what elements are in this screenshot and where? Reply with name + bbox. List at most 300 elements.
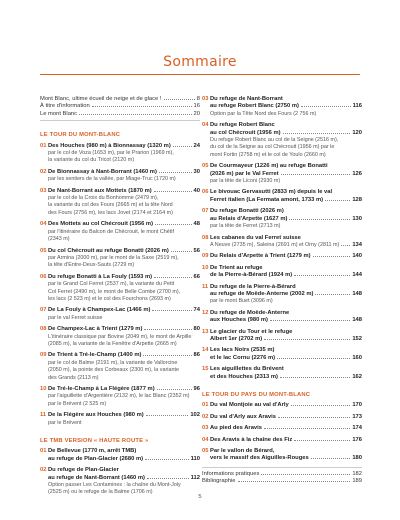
toc-entry [40, 326, 200, 348]
entry-number: 11 [40, 412, 47, 419]
entry-subtitle: (2085 m), la variante de la Fenêtre d'Arpette (2665 m) [48, 340, 177, 347]
leader-dots [294, 275, 350, 276]
entry-number: 01 [40, 142, 47, 149]
entry-body [48, 188, 200, 218]
entry-body [210, 96, 362, 118]
entry-page: 66 [193, 273, 200, 280]
toc-entry [202, 310, 362, 325]
entry-body [210, 425, 362, 432]
entry-body [210, 122, 362, 159]
entry-title-text: Les aiguillettes du Brévent [210, 366, 284, 373]
entry-number: 11 [202, 283, 209, 290]
entry-subtitle: Du refuge Robert Blanc au col de la Seigne (2516 m), [210, 137, 339, 144]
entry-body [48, 467, 200, 497]
entry-title-cont [210, 216, 362, 223]
entry-title-text: De Bellevue (1770 m, arrêt TMB) [48, 448, 137, 455]
footer-list [202, 471, 362, 486]
entry-number: 01 [202, 402, 209, 409]
toc-line-text: Informations pratiques [202, 470, 260, 477]
entry-body [210, 235, 362, 250]
entry-page: 173 [352, 413, 362, 420]
leader-dots [325, 200, 350, 201]
entry-body [48, 326, 200, 348]
pays-entries [202, 402, 362, 462]
entry-title [210, 253, 362, 260]
entry-title-text: au col Chécrouit (1956 m) [210, 129, 281, 136]
entry-title [210, 347, 362, 354]
entry-body [48, 143, 200, 165]
entry-number: 04 [202, 436, 209, 443]
entry-title-text: et le lac Cornu (2276 m) [210, 354, 276, 361]
entry-subtitle: par les sentiers de la vallée, par Miage-Truc (1720 m) [48, 176, 176, 183]
entry-title [48, 143, 200, 150]
divider [40, 120, 200, 121]
entry-title-cont [210, 197, 362, 204]
entry-number: 01 [40, 448, 47, 455]
entry-title-text: au refuge de Plan-Glacier (2680 m) [48, 455, 144, 462]
entry-title [210, 414, 362, 421]
entry-page: 180 [352, 455, 362, 462]
entry-number: 14 [202, 347, 209, 354]
entry-body [210, 366, 362, 381]
entry-subtitle: par le Brévent (2 525 m) [48, 400, 107, 407]
entry-body [210, 437, 362, 444]
entry-number: 07 [40, 307, 47, 314]
toc-entry [202, 414, 362, 421]
divider [202, 467, 362, 468]
toc-entry [202, 425, 362, 432]
entry-subtitle: des Grands (2113 m) [48, 374, 99, 381]
entry-page: 116 [352, 103, 362, 110]
entry-subtitle: L'itinéraire classique par Bovine (2049 m), le mont de Arpille [48, 333, 192, 340]
entry-page: 130 [352, 215, 362, 222]
toc-entry [202, 122, 362, 159]
entry-title-text: Du refuge Robert Blanc [210, 122, 275, 129]
leader-dots [152, 310, 191, 311]
entry-title [210, 366, 362, 373]
entry-subtitle: Col Ferret (2490 m), le mont de Belle Combe (2700 m), [48, 288, 181, 295]
entry-page: 148 [352, 317, 362, 324]
entry-number: 10 [202, 264, 209, 271]
entry-title-text: De la Flégère aux Houches (980 m) [48, 412, 144, 419]
leader-dots [173, 146, 192, 147]
entry-number: 02 [40, 168, 47, 175]
toc-entry [202, 347, 362, 362]
entry-page: 144 [352, 272, 362, 279]
entry-number: 10 [40, 386, 47, 392]
leader-dots [311, 458, 351, 459]
toc-entry [202, 265, 362, 280]
leader-dots [145, 459, 189, 460]
entry-title-text: Des Mottets au col Chécrouit (1956 m) [48, 221, 154, 228]
entry-body [210, 329, 362, 344]
leader-dots [283, 133, 351, 134]
entry-number: 06 [202, 189, 209, 196]
toc-entry [202, 437, 362, 444]
toc-entry [202, 402, 362, 409]
entry-body [48, 307, 200, 322]
entry-title-text: au Relais d'Arpette (1627 m) [210, 215, 288, 222]
entry-number: 02 [40, 467, 47, 474]
entry-number: 12 [202, 309, 209, 316]
entry-body [48, 169, 200, 184]
toc-entry [202, 235, 362, 250]
toc-line-page: 8 [196, 96, 200, 102]
entry-page: 148 [352, 290, 362, 297]
entry-subtitle: la tête d'Entre-Deux-Sauts (2729 m) [48, 262, 135, 269]
entry-title-cont [210, 355, 362, 362]
leader-dots [164, 99, 195, 100]
toc-entry [40, 467, 200, 497]
toc-line [40, 103, 200, 110]
entry-title [210, 208, 362, 215]
toc-entry [202, 329, 362, 344]
leader-dots [281, 174, 351, 175]
entry-body [210, 284, 362, 306]
toc-left-column [40, 96, 200, 501]
entry-title-text: Des Houches (980 m) à Bionnassay (1320 m) [48, 142, 171, 149]
toc-entry [202, 208, 362, 230]
toc-entry [40, 386, 200, 408]
leader-dots [238, 481, 351, 482]
entry-subtitle: par l'aiguillette d'Argentière (2132 m), le lac Blanc (2352 m) [48, 393, 190, 400]
entry-title-text: Des Aravis à la chaîne des Fiz [210, 436, 293, 443]
entry-title-text: Du val Montjoie au val d'Arly [210, 402, 289, 409]
entry-page: 152 [352, 335, 362, 342]
entry-title-text: Du col Chécrouit au refuge Bonatti (2026 m) [48, 247, 169, 254]
entry-number: 04 [40, 221, 47, 228]
toc-line-text: Le mont Blanc [40, 110, 78, 117]
entry-title-cont [48, 475, 200, 482]
toc-line-text: À titre d'information [40, 103, 90, 110]
entry-page: 30 [193, 168, 200, 175]
entry-body [210, 265, 362, 280]
leader-dots [277, 358, 350, 359]
entry-page: 160 [352, 354, 362, 361]
entry-page: 48 [193, 221, 200, 228]
entry-body [48, 448, 200, 463]
entry-title-text: De Bionnassay à Nant-Borrant (1460 m) [48, 168, 157, 175]
entry-subtitle: par le mont Buet (3096 m) [210, 298, 273, 305]
entry-number: 08 [202, 234, 209, 241]
leader-dots [264, 339, 350, 340]
leader-dots [143, 355, 191, 356]
entry-subtitle: du col de la Seigne au col Chécrouit (1956 m) par le [210, 144, 335, 151]
entry-page: 112 [190, 474, 200, 481]
leader-dots [280, 377, 350, 378]
leader-dots [289, 219, 350, 220]
toc-line-page: 20 [193, 110, 200, 117]
entry-page: 96 [193, 386, 200, 392]
title-rule [40, 74, 360, 75]
entry-title-text: au refuge de Nant-Borrant (1460 m) [48, 474, 145, 481]
toc-line-text: Bibliographie [202, 478, 236, 485]
entry-page: 80 [193, 326, 200, 333]
entry-page: 110 [190, 455, 200, 462]
toc-entry [202, 284, 362, 306]
entry-body [48, 386, 200, 408]
entry-title-text: Le glacier du Tour et le refuge [210, 328, 293, 335]
entry-subtitle: par le col de la Croix du Bonhomme (2479 m), [48, 195, 159, 202]
entry-page: 102 [190, 412, 200, 419]
entry-number: 05 [40, 247, 47, 254]
page-number: 5 [198, 494, 202, 500]
entry-body [48, 412, 200, 427]
leader-dots [154, 277, 192, 278]
entry-title-cont [210, 374, 362, 381]
entry-title [48, 307, 200, 314]
entry-number: 08 [40, 326, 47, 333]
entry-subtitle: par l'itinéraire du Balcon de Chécrouit, le mont Chétif [48, 228, 174, 235]
entry-body [210, 208, 362, 230]
entry-title [48, 448, 200, 455]
leader-dots [341, 245, 350, 246]
entry-title-cont [210, 455, 362, 462]
entry-subtitle: par le col de Voza (1653 m), par le Prarion (1969 m), [48, 150, 174, 157]
entry-title-cont [210, 291, 362, 298]
toc-entry [40, 274, 200, 304]
entry-subtitle: Option par la Tête Nord des Fours (2 756 m) [210, 110, 317, 117]
entry-title-cont [210, 103, 362, 110]
entry-title [210, 122, 362, 129]
entry-title-text: et des Houches (2313 m) [210, 373, 278, 380]
entry-title-cont [210, 317, 362, 324]
entry-title-cont [210, 171, 362, 178]
entry-subtitle: la variante du col du Tricot (2120 m) [48, 157, 134, 164]
entry-subtitle: par le Grand Col Ferret (2537 m), la variante du Petit [48, 281, 175, 288]
entry-page: 140 [352, 253, 362, 260]
entry-title-text: Les cabanes du val Ferret suisse [210, 234, 301, 241]
toc-entry [202, 189, 362, 204]
entry-body [210, 448, 362, 463]
entry-title [210, 235, 362, 242]
entry-title-text: De Courmayeur (1226 m) au refuge Bonatti [210, 163, 328, 170]
entry-title-cont [210, 336, 362, 343]
entry-title-text: Par le vallon de Bérard, [210, 448, 275, 455]
haute-route-entries-cont [202, 96, 362, 381]
entry-number: 05 [202, 448, 209, 455]
entry-body [210, 163, 362, 185]
entry-title-text: Les lacs Noirs (2535 m) [210, 347, 275, 354]
entry-page: 134 [352, 241, 362, 248]
entry-body [210, 347, 362, 362]
entry-page: 176 [352, 436, 362, 443]
entry-body [210, 189, 362, 204]
entry-title-text: De Trient au refuge [210, 264, 263, 271]
entry-title-text: Au pied des Aravis [210, 425, 262, 432]
entry-page: 56 [193, 247, 200, 254]
entry-page: 174 [352, 425, 362, 432]
entry-subtitle: (2050 m), la pointe des Corbeaux (2300 m), la variante [48, 367, 179, 374]
entry-title-cont [48, 456, 200, 463]
entry-number: 09 [40, 352, 47, 359]
leader-dots [79, 114, 191, 115]
haute-route-entries [40, 448, 200, 496]
entry-title [210, 329, 362, 336]
entry-title [48, 352, 200, 359]
entry-title-text: (2026 m) par le Val Ferret [210, 170, 279, 177]
leader-dots [313, 256, 351, 257]
entry-title [48, 274, 200, 281]
entry-title-text: Du refuge de la Pierre-à-Bérard [210, 283, 296, 290]
entry-title-text: Ferret italien (La Fermata amont, 1733 m) [210, 196, 324, 203]
entry-number: 07 [202, 208, 209, 215]
toc-entry [40, 248, 200, 270]
entry-subtitle: par la tête de Ferret (2713 m) [210, 223, 281, 230]
intro-list [40, 96, 200, 118]
entry-title-text: Le bivouac Gervasutti (2833 m) depuis le val [210, 189, 333, 196]
entry-number: 03 [202, 96, 209, 102]
leader-dots [159, 172, 192, 173]
toc-line-page: 182 [352, 470, 362, 477]
entry-subtitle: par Armina (2000 m), par le mont de la Saxe (2519 m), [48, 254, 179, 261]
entry-title [48, 221, 200, 228]
toc-entry [40, 448, 200, 463]
entry-title [48, 169, 200, 176]
entry-title-text: De Champex-Lac à Trient (1279 m) [48, 326, 143, 333]
leader-dots [144, 329, 191, 330]
entry-title-text: De Tré-le-Champ à La Flégère (1877 m) [48, 386, 155, 392]
entry-subtitle: Option passer Les Contamines : la chaîne du Mont-Joly [48, 482, 181, 489]
leader-dots [155, 224, 192, 225]
entry-body [210, 310, 362, 325]
leader-dots [291, 405, 351, 406]
entry-subtitle: les lacs (2 523 m) et le col des Fourchons (2693 m) [48, 295, 171, 302]
section-heading-pays: LE TOUR DU PAYS DU MONT-BLANC [202, 392, 311, 398]
entry-title [48, 467, 200, 474]
leader-dots [147, 478, 189, 479]
entry-number: 15 [202, 366, 209, 373]
entry-title-text: De Trient à Tré-le-Champ (1400 m) [48, 352, 142, 359]
entry-page: 74 [193, 307, 200, 314]
toc-entry [40, 307, 200, 322]
entry-title [210, 425, 362, 432]
entry-title-text: Du refuge de Moëde-Anterne [210, 309, 290, 316]
entry-body [210, 402, 362, 409]
entry-page: 24 [193, 142, 200, 149]
toc-line-page: 16 [193, 103, 200, 110]
toc-entry [40, 169, 200, 184]
entry-title [210, 437, 362, 444]
leader-dots [92, 106, 192, 107]
leader-dots [294, 440, 350, 441]
leader-dots [146, 415, 189, 416]
entry-page: 40 [193, 187, 200, 194]
entry-number: 05 [202, 163, 209, 170]
toc-line-text: Mont Blanc, ultime écueil de neige et de glace ! [40, 96, 162, 102]
leader-dots [301, 106, 351, 107]
entry-subtitle: des Fours (2756 m), les lacs Jovet (2174 et 2164 m) [48, 209, 173, 216]
entry-title-text: au refuge de Moëde-Anterne (2002 m) [210, 290, 314, 297]
entry-page: 162 [352, 373, 362, 380]
entry-page: 126 [352, 170, 362, 177]
toc-line [202, 471, 362, 478]
entry-subtitle: la variante du col des Fours (2665 m) et la tête Nord [48, 202, 173, 209]
entry-subtitle: par la tête de Liconi (2930 m) [210, 178, 281, 185]
entry-title-text: vers le massif des Aiguilles-Rouges [210, 455, 309, 462]
toc-entry [202, 96, 362, 118]
entry-title [210, 284, 362, 291]
leader-dots [171, 251, 192, 252]
entry-page: 86 [193, 352, 200, 359]
entry-title [210, 310, 362, 317]
page-title: Sommaire [163, 54, 237, 70]
entry-subtitle: par le col de Balme (2191 m), la variante de Vallorcine [48, 359, 178, 366]
entry-title [210, 448, 362, 455]
entry-subtitle-line [210, 242, 362, 249]
entry-body [210, 414, 362, 421]
leader-dots [315, 294, 350, 295]
tmb-entries [40, 143, 200, 427]
entry-title [48, 326, 200, 333]
toc-entry [40, 188, 200, 218]
entry-number: 04 [202, 122, 209, 129]
entry-page: 120 [352, 129, 362, 136]
entry-title-text: Du refuge de Nant-Borrant [210, 96, 283, 102]
entry-title [210, 402, 362, 409]
entry-body [48, 352, 200, 382]
entry-title-text: De Nant-Borrant aux Mottets (1870 m) [48, 187, 152, 194]
entry-title-text: Albert 1er (2702 m) [210, 335, 263, 342]
entry-page: 128 [352, 196, 362, 203]
entry-title [210, 163, 362, 170]
entry-body [48, 274, 200, 304]
entry-title-text: au refuge Robert Blanc (2750 m) [210, 103, 299, 110]
toc-line [202, 478, 362, 485]
entry-title-text: de la Pierre-à-Bérard (1924 m) [210, 272, 293, 279]
entry-title [210, 96, 362, 103]
toc-right-column [202, 96, 362, 486]
leader-dots [270, 320, 350, 321]
entry-page: 170 [352, 402, 362, 409]
entry-subtitle: par le Brévent [48, 419, 82, 426]
entry-subtitle: (2525 m) ou le refuge de la Balme (1706 m) [48, 489, 153, 496]
toc-entry [202, 366, 362, 381]
entry-title-text: De La Fouly à Champex-Lac (1466 m) [48, 307, 151, 314]
leader-dots [157, 389, 192, 390]
entry-body [48, 248, 200, 270]
toc-entry [40, 221, 200, 243]
entry-title-cont [210, 130, 362, 137]
entry-body [48, 221, 200, 243]
entry-subtitle: par le val Ferret suisse [48, 314, 103, 321]
entry-title [48, 386, 200, 393]
entry-title [210, 265, 362, 272]
entry-title-text: Du refuge Bonatti à La Fouly (1593 m) [48, 273, 153, 280]
entry-title-text: Du refuge Bonatti (2026 m) [210, 208, 284, 215]
toc-entry [202, 253, 362, 260]
entry-title [48, 248, 200, 255]
entry-number: 13 [202, 328, 209, 335]
leader-dots [264, 428, 350, 429]
entry-subtitle: mont Fortin (2758 m) et le col de Youlo (2660 m) [210, 151, 326, 158]
toc-entry [40, 412, 200, 427]
toc-line-page: 189 [352, 478, 362, 485]
entry-number: 03 [40, 187, 47, 194]
entry-title-text: aux Houches (980 m) [210, 317, 268, 324]
entry-number: 09 [202, 253, 209, 260]
toc-entry [40, 352, 200, 382]
entry-title-text: Du Relais d'Arpette à Trient (1279 m) [210, 253, 311, 260]
entry-title [210, 189, 362, 196]
entry-body [210, 253, 362, 260]
entry-title [48, 412, 200, 419]
entry-subtitle: A Neuve (2735 m), Saleina (2691 m) et Orny (2811 m) [210, 241, 340, 248]
leader-dots [154, 191, 192, 192]
entry-number: 06 [40, 273, 47, 280]
toc-entry [40, 143, 200, 165]
entry-title-cont [210, 272, 362, 279]
